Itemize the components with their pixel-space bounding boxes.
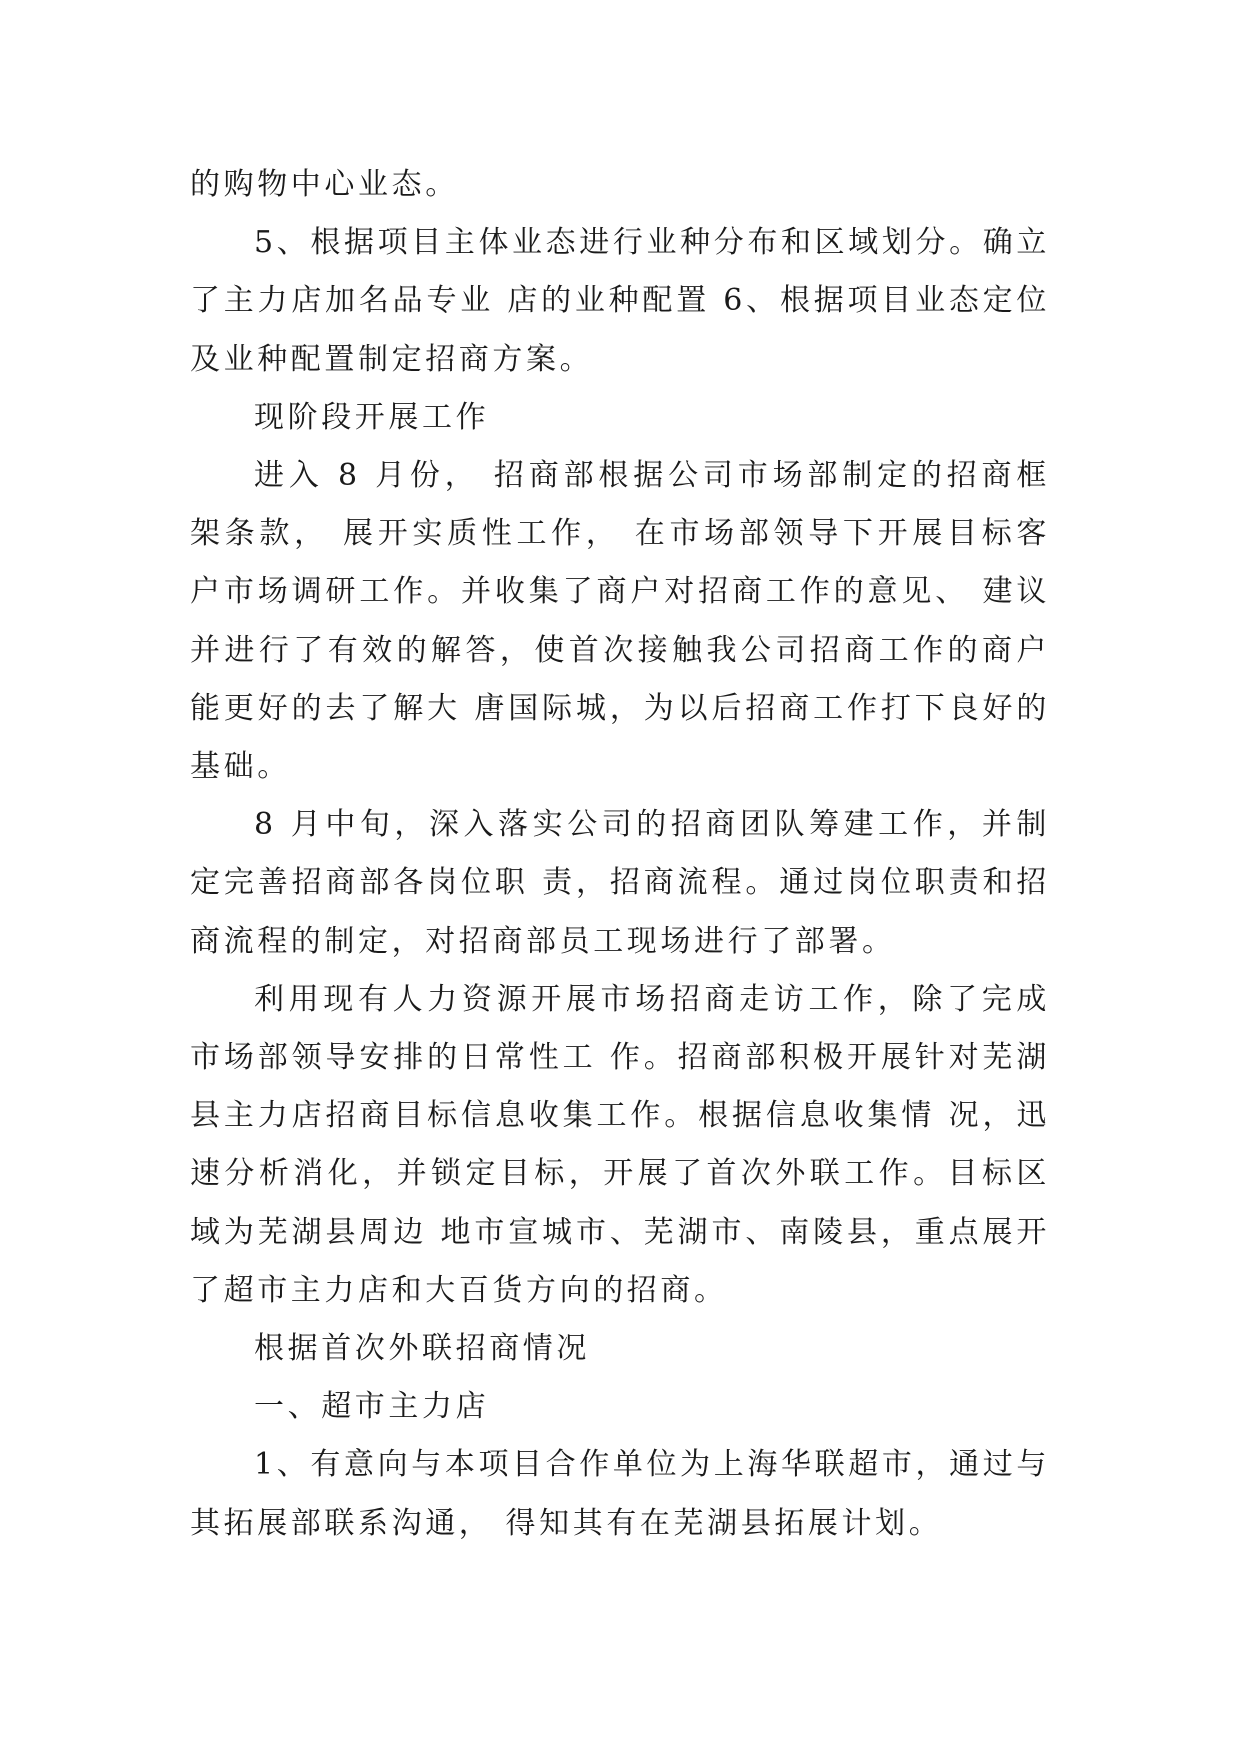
document-body — [190, 156, 1050, 1553]
paragraph-2: 5、根据项目主体业态进行业种分布和区域划分。确立了主力店加名品专业 店的业种配置 6、根据项目业态定位及业种配置制定招商方案。 — [190, 225, 1050, 377]
paragraph-8-heading: 一、超市主力店 — [254, 1389, 490, 1425]
paragraph-6: 利用现有人力资源开展市场招商走访工作，除了完成市场部领导安排的日常性工 作。招商部积极开展针对芜湖县主力店招商目标信息收集工作。根据信息收集情 况，迅速分析消化，并锁定目标，开展了首次外联工作。目标区域为芜湖县周边 地市宣城市、芜湖市、南陵县，重点展开了超市主力店和大百货方向的招商。 — [190, 981, 1050, 1308]
paragraph-5: 8 月中旬，深入落实公司的招商团队筹建工作，并制定完善招商部各岗位职 责，招商流程。通过岗位职责和招商流程的制定，对招商部员工现场进行了部署。 — [190, 807, 1050, 959]
paragraph-9: 1、有意向与本项目合作单位为上海华联超市，通过与其拓展部联系沟通， 得知其有在芜湖县拓展计划。 — [190, 1447, 1050, 1541]
paragraph-4: 进入 8 月份， 招商部根据公司市场部制定的招商框架条款， 展开实质性工作， 在市场部领导下开展目标客户市场调研工作。并收集了商户对招商工作的意见、 建议并进行了有效的解答，使首次接触我公司招商工作的商户能更好的去了解大 唐国际城，为以后招商工作打下良好的基础。 — [190, 458, 1050, 785]
paragraph-3-heading: 现阶段开展工作 — [254, 399, 490, 435]
paragraph-1: 的购物中心业态。 — [190, 167, 459, 202]
paragraph-7-heading: 根据首次外联招商情况 — [254, 1331, 590, 1367]
